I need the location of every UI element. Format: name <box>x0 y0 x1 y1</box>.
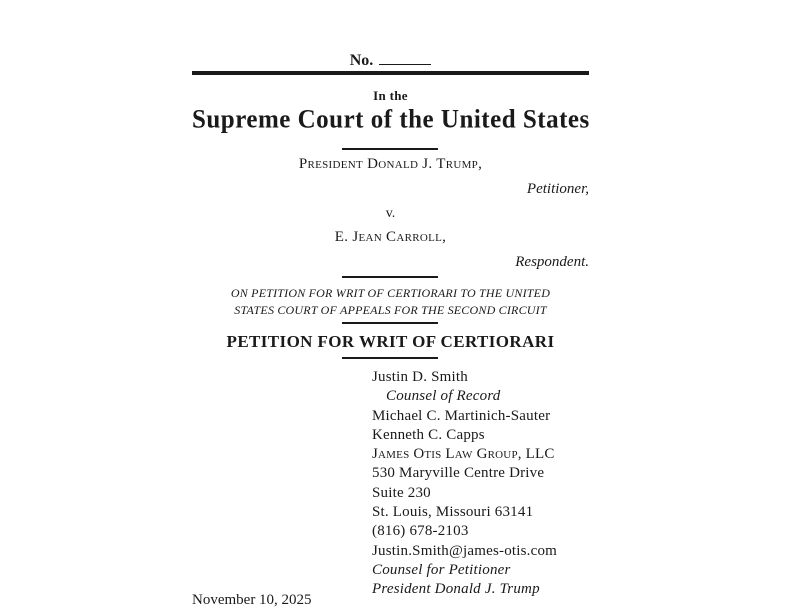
address-line: Suite 230 <box>372 484 431 501</box>
petitioner-label: Petitioner, <box>526 181 589 197</box>
divider-rule <box>342 276 438 278</box>
court-name: Supreme Court of the United States <box>192 105 590 134</box>
phone-number: (816) 678-2103 <box>372 523 469 540</box>
counsel-attorney: Kenneth C. Capps <box>372 426 485 443</box>
court-pre-heading: In the <box>373 88 408 103</box>
filing-date: November 10, 2025 <box>192 592 312 608</box>
document-title: PETITION FOR WRIT OF CERTIORARI <box>226 332 555 351</box>
counsel-block <box>372 368 557 600</box>
divider-rule <box>342 357 438 359</box>
divider-rule <box>342 322 438 324</box>
email-address: Justin.Smith@james-otis.com <box>372 542 558 559</box>
counsel-of-record: Counsel of Record <box>386 388 501 405</box>
counsel-attorney: Michael C. Martinich-Sauter <box>372 407 551 424</box>
docket-number-blank <box>379 50 431 65</box>
address-line: 530 Maryville Centre Drive <box>372 465 545 482</box>
docket-label: No. <box>349 52 374 69</box>
docket-number <box>192 50 589 70</box>
respondent-name: E. Jean Carroll, <box>334 229 447 245</box>
divider-rule <box>342 148 438 150</box>
lower-court-line-2: STATES COURT OF APPEALS FOR THE SECOND CIRCUIT <box>234 303 547 317</box>
counsel-lead: Justin D. Smith <box>372 369 468 385</box>
respondent-label: Respondent. <box>515 254 589 270</box>
header-rule <box>192 71 589 75</box>
counsel-for-line: President Donald J. Trump <box>372 581 540 598</box>
law-firm: James Otis Law Group, LLC <box>372 446 555 463</box>
counsel-for-line: Counsel for Petitioner <box>372 561 511 578</box>
address-city: St. Louis, Missouri 63141 <box>372 504 534 521</box>
lower-court-line-1: ON PETITION FOR WRIT OF CERTIORARI TO THE UNITED <box>230 286 551 300</box>
petitioner-name: President Donald J. Trump, <box>298 156 483 172</box>
versus: v. <box>385 206 396 221</box>
